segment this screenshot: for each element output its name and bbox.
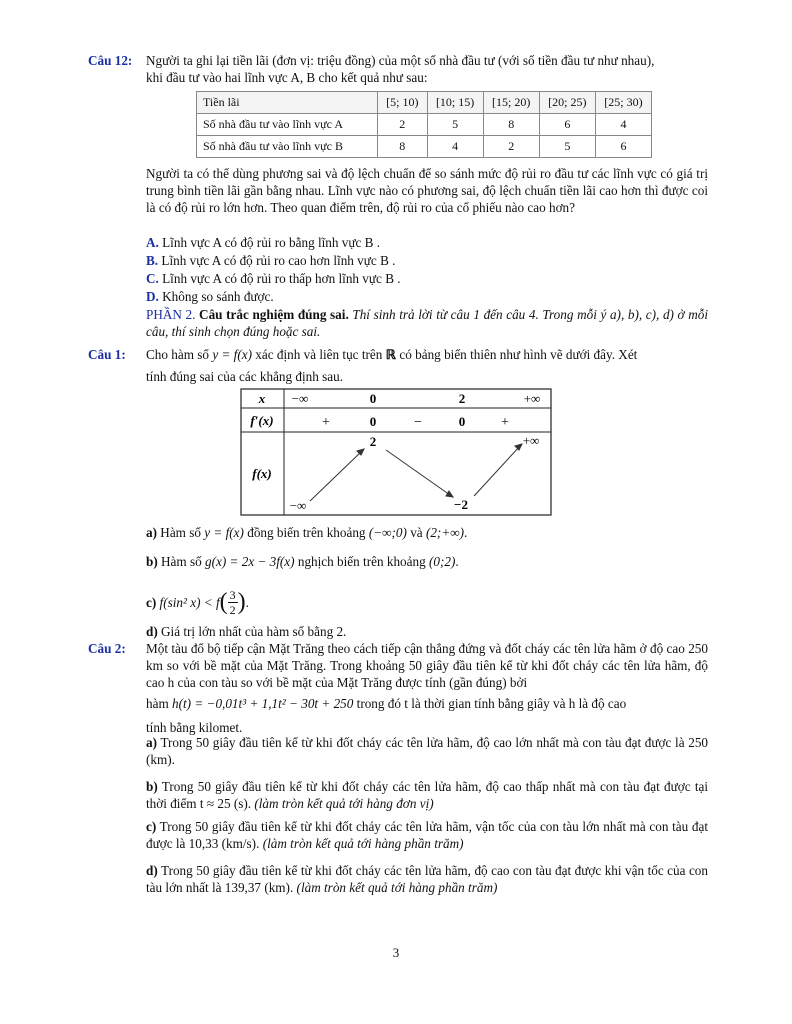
text: . [455, 554, 459, 569]
part-2-heading [146, 306, 708, 340]
option-d[interactable] [146, 288, 708, 306]
option-text: Lĩnh vực A có độ rủi ro bằng lĩnh vực B . [162, 235, 381, 250]
question-1-line2: tính đúng sai của các khẳng định sau. [146, 369, 344, 384]
question-12-intro-line2: khi đầu tư vào hai lĩnh vực A, B cho kết quả như sau: [146, 70, 428, 85]
option-key: B. [146, 253, 159, 268]
f-value: −2 [454, 497, 468, 512]
x-value: +∞ [523, 391, 541, 406]
table-cell: 4 [427, 136, 483, 158]
statement-2c[interactable] [146, 818, 708, 852]
variation-table [240, 388, 552, 516]
profit-frequency-table [196, 91, 652, 158]
row-label-x: x [258, 391, 266, 406]
statement-2a[interactable] [146, 734, 708, 768]
paren: ) [237, 589, 246, 615]
text: và [406, 525, 426, 540]
math: ℝ [385, 347, 397, 362]
text: Hàm số [161, 554, 205, 569]
text: trong đó t là thời gian tính bằng giây và h là độ cao [353, 696, 627, 711]
text: hàm [146, 696, 173, 711]
option-text: Lĩnh vực A có độ rủi ro cao hơn lĩnh vực B . [161, 253, 396, 268]
table-cell: 6 [595, 136, 651, 158]
table-cell: [10; 15) [427, 92, 483, 114]
text: Cho hàm số [146, 347, 213, 362]
math: (2;+∞) [425, 525, 465, 540]
row-label-fprime: f′(x) [250, 413, 274, 428]
statement-1b[interactable] [146, 553, 459, 573]
derivative-sign: − [414, 415, 422, 430]
table-cell: 2 [483, 136, 539, 158]
statement-text: Trong 50 giây đầu tiên kể từ khi đốt cháy các tên lửa hãm, độ cao con tàu đạt được khi vận tốc của con tàu lớn nhất là 139,37 (km). [146, 863, 708, 895]
text: có bảng biến thiên như hình vẽ dưới đây. Xét [396, 347, 638, 362]
text: nghịch biến trên khoảng [294, 554, 429, 569]
table-cell: [20; 25) [539, 92, 595, 114]
statement-1a[interactable] [146, 524, 467, 544]
derivative-sign: + [501, 415, 509, 430]
text: Hàm số [160, 525, 205, 540]
text: . [245, 594, 249, 610]
math: (−∞;0) [368, 525, 407, 540]
part-2-title: Câu trắc nghiệm đúng sai. [199, 307, 349, 322]
statement-key: a) [146, 525, 157, 540]
statement-key: b) [146, 779, 158, 794]
table-cell: 5 [539, 136, 595, 158]
text: xác định và liên tục trên [251, 347, 386, 362]
question-2-label: Câu 2: [88, 641, 126, 656]
option-text: Lĩnh vực A có độ rủi ro thấp hơn lĩnh vực B . [162, 271, 401, 286]
question-1-line1 [146, 346, 708, 368]
option-b[interactable] [146, 252, 708, 270]
part-2-label: PHẦN 2. [146, 307, 196, 322]
statement-2d[interactable] [146, 862, 708, 896]
fraction [228, 588, 238, 617]
table-cell: 6 [539, 114, 595, 136]
math: f(sin² x) < f [159, 594, 220, 610]
table-cell: [25; 30) [595, 92, 651, 114]
increasing-arrow [310, 451, 362, 501]
math: h(t) = −0,01t³ + 1,1t² − 30t + 250 [172, 696, 354, 711]
text: đồng biến trên khoảng [243, 525, 369, 540]
statement-key: a) [146, 735, 157, 750]
derivative-sign: 0 [458, 414, 466, 429]
table-cell: 5 [427, 114, 483, 136]
rounding-note: (làm tròn kết quả tới hàng phần trăm) [296, 880, 498, 895]
table-cell: 8 [378, 136, 428, 158]
table-cell: 2 [378, 114, 428, 136]
option-key: A. [146, 235, 159, 250]
option-key: D. [146, 289, 159, 304]
x-value: 2 [458, 391, 466, 406]
statement-1d[interactable] [146, 623, 346, 640]
table-cell: Tiền lãi [197, 92, 378, 114]
question-12-options [146, 234, 708, 306]
table-row-a [197, 114, 652, 136]
decreasing-arrow [386, 450, 450, 495]
question-12-label: Câu 12: [88, 53, 133, 68]
math: g(x) = 2x − 3f(x) [205, 554, 295, 569]
part-2-instructions: Thí sinh trả lời từ câu 1 đến câu 4. Trong mỗi ý a), b), c), d) ở mỗi câu, thí sinh chọn đúng hoặc sai. [146, 307, 708, 339]
question-2-units: tính bằng kilomet. [146, 720, 243, 735]
question-2-text: Một tàu đổ bộ tiếp cận Mặt Trăng theo cách tiếp cận thẳng đứng và đốt cháy các tên lửa hãm ở độ cao 250 km so với bề mặt của Mặt Trăng. Trong khoảng 50 giây đầu tiên kể từ khi đốt cháy các tên lửa hãm, độ cao h của con tàu so với bề mặt của Mặt Trăng được tính (gần đúng) bởi [146, 641, 708, 690]
rounding-note: (làm tròn kết quả tới hàng phần trăm) [262, 836, 464, 851]
table-cell: Số nhà đầu tư vào lĩnh vực B [197, 136, 378, 158]
page-number: 3 [392, 945, 400, 960]
question-12-intro-line1: Người ta ghi lại tiền lãi (đơn vị: triệu đồng) của một số nhà đầu tư (với số tiền đầu tư như nhau), [146, 53, 655, 68]
statement-text: Trong 50 giây đầu tiên kể từ khi đốt cháy các tên lửa hãm, vận tốc của con tàu lớn nhất mà con tàu đạt được là 10,33 (km/s). [146, 819, 708, 851]
rounding-note: (làm tròn kết quả tới hàng đơn vị) [254, 796, 434, 811]
x-value: 0 [369, 391, 377, 406]
table-row-b [197, 136, 652, 158]
increasing-arrow [474, 446, 520, 496]
row-label-f: f(x) [252, 466, 272, 481]
table-cell: [15; 20) [483, 92, 539, 114]
option-text: Không so sánh được. [162, 289, 274, 304]
math: (0;2) [428, 554, 456, 569]
statement-text: Trong 50 giây đầu tiên kể từ khi đốt cháy các tên lửa hãm, độ cao lớn nhất mà con tàu đạt được là 250 (km). [146, 735, 709, 767]
option-c[interactable] [146, 270, 708, 288]
text: . [464, 525, 468, 540]
question-1-intro [146, 346, 708, 385]
question-12-intro [146, 52, 708, 86]
statement-text: Trong 50 giây đầu tiên kể từ khi đốt cháy các tên lửa hãm, độ cao thấp nhất mà con tàu đạt được tại thời điểm t ≈ 25 (s). [146, 779, 709, 811]
statement-key: c) [146, 819, 157, 834]
f-value: 2 [369, 434, 377, 449]
f-value: −∞ [289, 498, 307, 513]
math: y = f(x) [204, 525, 244, 540]
derivative-sign: 0 [369, 414, 377, 429]
option-key: C. [146, 271, 159, 286]
statement-key: b) [146, 554, 158, 569]
f-value: +∞ [522, 433, 540, 448]
statement-key: d) [146, 863, 158, 878]
table-cell: Số nhà đầu tư vào lĩnh vực A [197, 114, 378, 136]
question-1-label: Câu 1: [88, 347, 126, 362]
table-cell: 8 [483, 114, 539, 136]
math: y = f(x) [212, 347, 252, 362]
fraction-denominator: 2 [229, 602, 236, 617]
question-2-intro [146, 640, 708, 739]
paren: ( [219, 589, 228, 615]
question-12-paragraph: Người ta có thể dùng phương sai và độ lệch chuẩn để so sánh mức độ rủi ro đầu tư các lĩnh vực có giá trị trung bình tiền lãi gần bằng nhau. Lĩnh vực nào có phương sai, độ lệch chuẩn tiền lãi cao hơn thì được coi là có độ rủi ro lớn hơn. Theo quan điểm trên, độ rủi ro của cổ phiếu nào cao hơn? [146, 166, 708, 215]
fraction-numerator: 3 [229, 587, 236, 602]
statement-2b[interactable] [146, 778, 708, 812]
statement-1c[interactable] [146, 582, 249, 622]
table-cell: [5; 10) [378, 92, 428, 114]
question-2-formula-line [146, 691, 708, 717]
table-cell: 4 [595, 114, 651, 136]
derivative-sign: + [322, 415, 330, 430]
x-value: −∞ [291, 391, 309, 406]
option-a[interactable] [146, 234, 708, 252]
statement-key: d) [146, 624, 158, 639]
text: Giá trị lớn nhất của hàm số bằng 2. [161, 624, 347, 639]
table-header-row [197, 92, 652, 114]
statement-key: c) [146, 594, 157, 610]
